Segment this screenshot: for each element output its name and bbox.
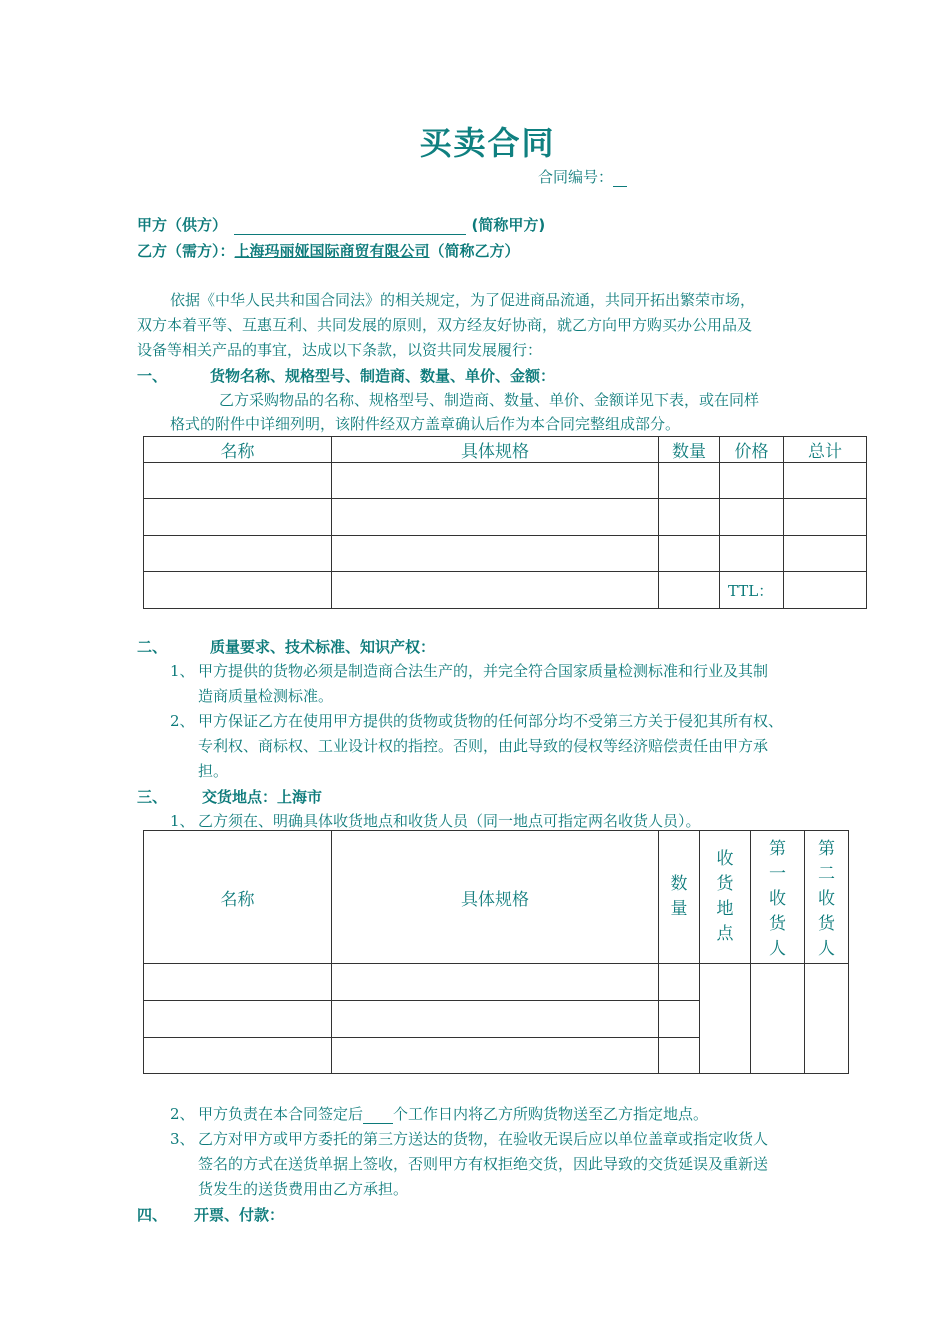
receiver1-cell[interactable]	[751, 964, 805, 1074]
party-a-blank[interactable]	[234, 218, 466, 235]
party-a-line	[137, 214, 545, 235]
table-cell[interactable]	[332, 463, 659, 499]
delivery-table	[143, 830, 849, 1074]
party-b-suffix: （简称乙方）	[429, 242, 520, 260]
table-cell[interactable]	[144, 499, 332, 536]
section2-item2-line1: 甲方保证乙方在使用甲方提供的货物或货物的任何部分均不受第三方关于侵犯其所有权、	[198, 712, 784, 730]
col-header-receiver2: 第二收货人	[805, 831, 849, 964]
col-header-name: 名称	[144, 437, 332, 463]
table-cell[interactable]	[659, 499, 720, 536]
section3-item3-number: 3、	[170, 1130, 195, 1148]
goods-table-header	[144, 437, 867, 463]
section3-item3-line3: 货发生的送货费用由乙方承担。	[198, 1180, 409, 1198]
table-cell[interactable]	[332, 499, 659, 536]
table-cell[interactable]	[332, 964, 659, 1001]
section2-item2-line2: 专利权、商标权、工业设计权的指控。否则，由此导致的侵权等经济赔偿责任由甲方承	[198, 737, 769, 755]
col-header-total: 总计	[784, 437, 867, 463]
table-cell[interactable]	[332, 1001, 659, 1038]
table-cell[interactable]	[784, 536, 867, 572]
table-cell[interactable]	[332, 536, 659, 572]
col-header-spec: 具体规格	[332, 831, 659, 964]
section4-number: 四、	[137, 1206, 168, 1224]
contract-number-label: 合同编号：	[538, 168, 614, 186]
col-header-qty: 数量	[659, 437, 720, 463]
party-b-name: 上海玛丽娅国际商贸有限公司	[234, 242, 430, 260]
col-header-price: 价格	[720, 437, 784, 463]
table-row	[144, 499, 867, 536]
table-cell[interactable]	[784, 463, 867, 499]
section3-item2-post: 个工作日内将乙方所购货物送至乙方指定地点。	[393, 1105, 709, 1123]
section2-number: 二、	[137, 638, 168, 656]
table-cell[interactable]	[659, 1038, 700, 1074]
col-header-qty: 数量	[659, 831, 700, 964]
section3-item3-line1: 乙方对甲方或甲方委托的第三方送达的货物，在验收无误后应以单位盖章或指定收货人	[198, 1130, 769, 1148]
section1-text-2: 格式的附件中详细列明，该附件经双方盖章确认后作为本合同完整组成部分。	[170, 415, 681, 433]
table-cell[interactable]	[784, 499, 867, 536]
party-b-line	[137, 240, 520, 261]
section1-title: 货物名称、规格型号、制造商、数量、单价、金额：	[210, 367, 556, 385]
section3-item2-pre: 甲方负责在本合同签定后	[198, 1105, 364, 1123]
contract-number-blank[interactable]	[613, 172, 627, 187]
section3-item2	[198, 1103, 708, 1124]
section3-item2-number: 2、	[170, 1105, 195, 1123]
col-header-name: 名称	[144, 831, 332, 964]
table-row-ttl	[144, 572, 867, 609]
party-a-suffix: (简称甲方)	[471, 216, 546, 234]
document-title: 买卖合同	[419, 124, 556, 162]
section1-number: 一、	[137, 367, 168, 385]
table-cell[interactable]	[659, 1001, 700, 1038]
workdays-blank[interactable]	[363, 1108, 393, 1124]
table-cell[interactable]	[144, 964, 332, 1001]
section2-item2-line3: 担。	[198, 762, 229, 780]
section3-item1-number: 1、	[170, 812, 195, 830]
section1-text-1: 乙方采购物品的名称、规格型号、制造商、数量、单价、金额详见下表，或在同样	[219, 391, 760, 409]
section4-title: 开票、付款：	[194, 1206, 285, 1224]
receiver2-cell[interactable]	[805, 964, 849, 1074]
section3-title: 交货地点：上海市	[202, 788, 323, 806]
party-b-label: 乙方（需方）：	[137, 242, 235, 260]
table-cell[interactable]	[144, 463, 332, 499]
section2-item1-number: 1、	[170, 662, 195, 680]
table-cell[interactable]	[144, 572, 332, 609]
intro-line-1: 依据《中华人民共和国合同法》的相关规定，为了促进商品流通，共同开拓出繁荣市场，	[170, 291, 756, 309]
section2-item2-number: 2、	[170, 712, 195, 730]
goods-table	[143, 436, 867, 609]
table-cell[interactable]	[332, 1038, 659, 1074]
ttl-label: TTL：	[720, 572, 784, 609]
table-cell[interactable]	[659, 463, 720, 499]
table-cell[interactable]	[659, 572, 720, 609]
table-row	[144, 536, 867, 572]
col-header-receiver1: 第一收货人	[751, 831, 805, 964]
col-header-spec: 具体规格	[332, 437, 659, 463]
intro-line-2: 双方本着平等、互惠互利、共同发展的原则，双方经友好协商，就乙方向甲方购买办公用品及	[137, 316, 753, 334]
section3-item1-text: 乙方须在、明确具体收货地点和收货人员（同一地点可指定两名收货人员）。	[198, 812, 701, 830]
table-cell[interactable]	[144, 536, 332, 572]
intro-line-3: 设备等相关产品的事宜，达成以下条款，以资共同发展履行：	[137, 341, 543, 359]
table-cell[interactable]	[144, 1001, 332, 1038]
table-cell[interactable]	[659, 964, 700, 1001]
table-cell[interactable]	[659, 536, 720, 572]
table-cell[interactable]	[332, 572, 659, 609]
delivery-table-header	[144, 831, 849, 964]
section2-item1-line1: 甲方提供的货物必须是制造商合法生产的，并完全符合国家质量检测标准和行业及其制	[198, 662, 769, 680]
section2-title: 质量要求、技术标准、知识产权：	[210, 638, 436, 656]
contract-number	[538, 166, 627, 187]
party-a-label: 甲方（供方）	[137, 216, 228, 234]
col-header-location: 收货地点	[700, 831, 751, 964]
table-cell[interactable]	[720, 499, 784, 536]
section3-item3-line2: 签名的方式在送货单据上签收，否则甲方有权拒绝交货，因此导致的交货延误及重新送	[198, 1155, 769, 1173]
location-cell[interactable]	[700, 964, 751, 1074]
table-row	[144, 964, 849, 1001]
section3-number: 三、	[137, 788, 168, 806]
table-cell[interactable]	[144, 1038, 332, 1074]
table-cell[interactable]	[720, 536, 784, 572]
table-cell[interactable]	[720, 463, 784, 499]
table-row	[144, 463, 867, 499]
ttl-value-cell[interactable]	[784, 572, 867, 609]
section2-item1-line2: 造商质量检测标准。	[198, 687, 334, 705]
